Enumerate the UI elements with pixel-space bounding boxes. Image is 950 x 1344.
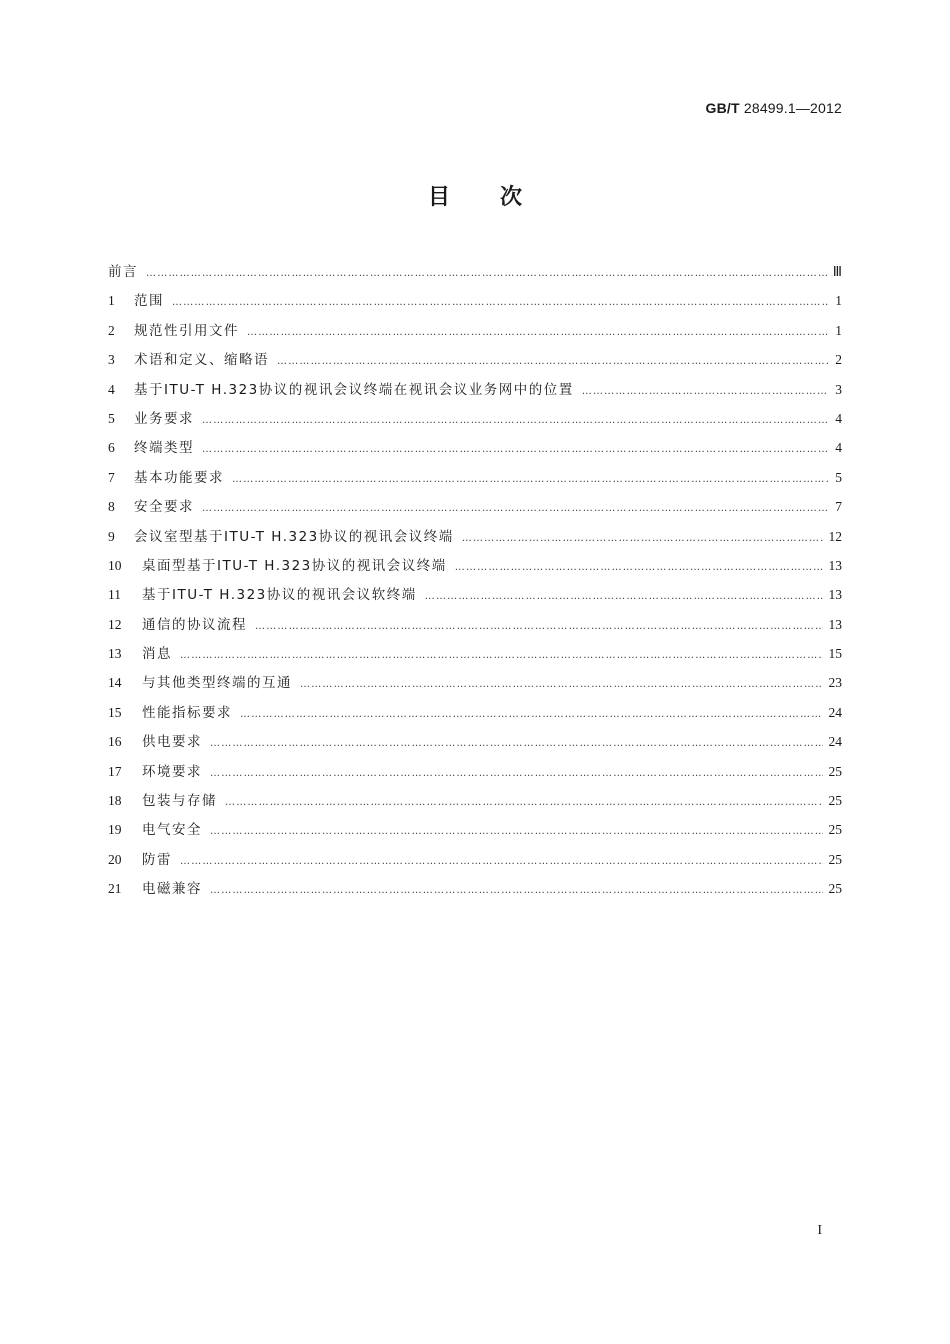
toc-entry-label: 消息 <box>142 646 172 663</box>
toc-entry[interactable] <box>108 345 842 374</box>
toc-entry[interactable] <box>108 874 842 903</box>
toc-entry-label: 会议室型基于ITU-T H.323协议的视讯会议终端 <box>134 528 454 545</box>
toc-entry-label: 性能指标要求 <box>142 704 232 721</box>
toc-entry-number: 19 <box>108 822 122 838</box>
toc-entry-number: 14 <box>108 675 122 691</box>
toc-leader-dots <box>180 641 823 670</box>
toc-entry-number: 15 <box>108 704 122 720</box>
toc-leader-dots <box>202 494 828 523</box>
toc-entry-page: 24 <box>828 704 842 720</box>
toc-entry-page: 1 <box>835 293 842 309</box>
toc-entry-page: 5 <box>835 469 842 485</box>
toc-entry-number: 6 <box>108 440 115 456</box>
toc-leader-dots <box>202 406 828 435</box>
toc-entry[interactable] <box>108 492 842 521</box>
toc-entry-page: 13 <box>828 557 842 573</box>
toc-entry-number: 18 <box>108 793 122 809</box>
toc-entry-label: 环境要求 <box>142 763 202 780</box>
page-number: I <box>817 1223 822 1238</box>
toc-entry-label: 业务要求 <box>134 410 194 427</box>
toc-entry-label: 术语和定义、缩略语 <box>134 352 269 369</box>
toc-entry-page: 13 <box>828 587 842 603</box>
toc-entry-page: 25 <box>828 793 842 809</box>
toc-entry[interactable] <box>108 286 842 315</box>
standard-code-number: 28499.1—2012 <box>743 100 842 116</box>
toc-leader-dots <box>582 377 828 406</box>
standard-code <box>706 100 843 116</box>
toc-entry-number: 16 <box>108 734 122 750</box>
toc-leader-dots <box>172 288 828 317</box>
toc-entry-label: 供电要求 <box>142 734 202 751</box>
toc-entry-number: 4 <box>108 381 115 397</box>
toc-entry-page: 13 <box>828 616 842 632</box>
toc-entry-page: Ⅲ <box>832 264 842 279</box>
toc-entry-label: 基于ITU-T H.323协议的视讯会议终端在视讯会议业务网中的位置 <box>134 381 574 398</box>
toc-entry-label: 桌面型基于ITU-T H.323协议的视讯会议终端 <box>142 557 447 574</box>
toc-entry-page: 25 <box>828 851 842 867</box>
toc-leader-dots <box>210 817 823 846</box>
toc-entry[interactable] <box>108 610 842 639</box>
toc-entry-label: 终端类型 <box>134 440 194 457</box>
page-title: 目次 <box>427 185 572 210</box>
toc-entry[interactable] <box>108 522 842 551</box>
toc-entry-page: 1 <box>835 322 842 338</box>
toc-entry[interactable] <box>108 404 842 433</box>
toc-entry[interactable] <box>108 727 842 756</box>
toc-entry-number: 9 <box>108 528 115 544</box>
toc-entry-number: 11 <box>108 587 121 603</box>
toc-entry-label: 通信的协议流程 <box>142 616 247 633</box>
toc-leader-dots <box>240 700 823 729</box>
toc-entry-number: 10 <box>108 557 122 573</box>
toc-entry-page: 4 <box>835 440 842 456</box>
toc-entry-number: 12 <box>108 616 122 632</box>
toc-entry-label: 电磁兼容 <box>142 881 202 898</box>
toc-entry-page: 25 <box>828 881 842 897</box>
toc-entry-label: 基于ITU-T H.323协议的视讯会议软终端 <box>142 587 417 604</box>
toc-entry-label: 前言 <box>108 264 138 280</box>
toc-leader-dots <box>462 524 823 553</box>
toc-entry[interactable] <box>108 815 842 844</box>
toc-entry-label: 基本功能要求 <box>134 469 224 486</box>
toc-entry-label: 包装与存储 <box>142 793 217 810</box>
toc-entry-label: 范围 <box>134 293 164 310</box>
toc-leader-dots <box>300 670 823 699</box>
table-of-contents <box>108 257 842 904</box>
toc-leader-dots <box>210 729 823 758</box>
toc-entry-label: 防雷 <box>142 851 172 868</box>
toc-entry-number: 7 <box>108 469 115 485</box>
toc-entry-number: 1 <box>108 293 115 309</box>
toc-entry-number: 3 <box>108 352 115 368</box>
toc-leader-dots <box>210 759 823 788</box>
toc-entry[interactable] <box>108 845 842 874</box>
toc-leader-dots <box>277 347 828 376</box>
toc-entry-label: 与其他类型终端的互通 <box>142 675 292 692</box>
toc-entry[interactable] <box>108 698 842 727</box>
toc-leader-dots <box>232 465 828 494</box>
toc-entry-page: 7 <box>835 499 842 515</box>
toc-entry[interactable] <box>108 433 842 462</box>
toc-entry[interactable] <box>108 551 842 580</box>
toc-entry[interactable] <box>108 668 842 697</box>
toc-leader-dots <box>255 612 823 641</box>
standard-code-prefix: GB/T <box>705 100 740 116</box>
toc-entry[interactable] <box>108 580 842 609</box>
toc-leader-dots <box>146 259 827 288</box>
toc-leader-dots <box>210 876 823 905</box>
toc-entry-label: 安全要求 <box>134 499 194 516</box>
toc-entry-label: 电气安全 <box>142 822 202 839</box>
toc-entry[interactable] <box>108 639 842 668</box>
toc-entry-number: 17 <box>108 763 122 779</box>
toc-entry[interactable] <box>108 316 842 345</box>
toc-entry-page: 23 <box>828 675 842 691</box>
toc-leader-dots <box>425 582 823 611</box>
toc-entry-page: 24 <box>828 734 842 750</box>
toc-entry[interactable] <box>108 786 842 815</box>
toc-entry-page: 25 <box>828 822 842 838</box>
toc-leader-dots <box>225 788 823 817</box>
toc-entry-number: 13 <box>108 646 122 662</box>
toc-entry-number: 2 <box>108 322 115 338</box>
toc-entry-number: 20 <box>108 851 122 867</box>
toc-leader-dots <box>202 435 828 464</box>
toc-entry-number: 8 <box>108 499 115 515</box>
toc-entry-number: 21 <box>108 881 122 897</box>
toc-entry-page: 3 <box>835 381 842 397</box>
toc-entry-page: 2 <box>835 352 842 368</box>
toc-entry-page: 15 <box>828 646 842 662</box>
toc-leader-dots <box>180 847 823 876</box>
toc-entry[interactable] <box>108 257 842 286</box>
toc-entry-label: 规范性引用文件 <box>134 322 239 339</box>
toc-leader-dots <box>455 553 823 582</box>
toc-entry-page: 12 <box>828 528 842 544</box>
toc-entry-number: 5 <box>108 410 115 426</box>
toc-leader-dots <box>247 318 828 347</box>
toc-entry[interactable] <box>108 463 842 492</box>
toc-entry[interactable] <box>108 757 842 786</box>
toc-entry-page: 25 <box>828 763 842 779</box>
toc-entry-page: 4 <box>835 410 842 426</box>
toc-entry[interactable] <box>108 375 842 404</box>
